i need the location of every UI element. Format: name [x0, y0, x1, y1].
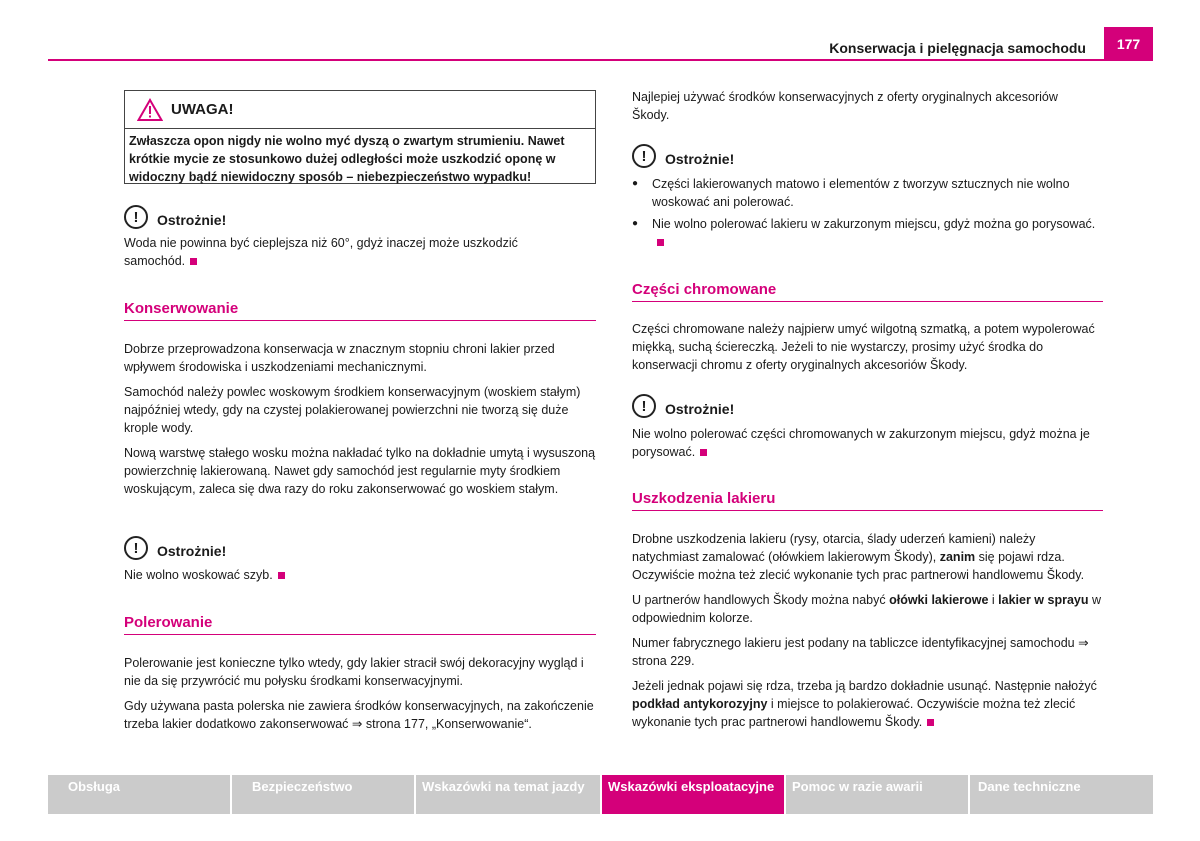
caution-matte-list [632, 175, 1103, 251]
list-item [632, 175, 1103, 211]
page-number: 177 [1104, 27, 1153, 61]
caution-text: Nie wolno polerować części chromowanych w zakurzonym miejscu, gdyż można je porysować. [632, 427, 1090, 459]
caution-icon: ! [124, 205, 148, 229]
paragraph: Polerowanie jest konieczne tylko wtedy, gdy lakier stracił swój dekoracyjny wygląd i nie da się przywrócić mu połysku środkami konserwacyjnymi. [124, 656, 584, 688]
caution-water-text [124, 234, 544, 270]
bold-text: podkład antykorozyjny [632, 697, 768, 711]
text-run: Jeżeli jednak pojawi się rdza, trzeba ją bardzo dokładnie usunąć. Następnie nałożyć [632, 679, 1097, 693]
list-item [632, 215, 1103, 251]
chrom-body [632, 320, 1103, 374]
section-divider [124, 320, 596, 321]
uszkodzenia-body [632, 530, 1103, 731]
text-run: i miejsce to polakierować. Oczywiście można też zlecić wykonanie tych prac partnerowi handlowemu Škody. [632, 697, 1076, 729]
caution-chrom [632, 394, 734, 418]
caution-water [124, 205, 226, 229]
text-run: w odpowiednim kolorze. [632, 593, 1101, 625]
section-title-polerowanie: Polerowanie [124, 614, 213, 631]
paragraph: Części chromowane należy najpierw umyć wilgotną szmatką, a potem wypolerować miękką, suchą ściereczką. Jeżeli to nie wystarczy, prosimy użyć środka do konserwacji chromu z oferty oryginalnych akcesoriów Škody. [632, 322, 1095, 372]
list-item-text: Nie wolno polerować lakieru w zakurzonym miejscu, gdyż można go porysować. [652, 217, 1096, 231]
end-mark-icon [927, 719, 934, 726]
warning-text: Zwłaszcza opon nigdy nie wolno myć dyszą o zwartym strumieniu. Nawet krótkie mycie ze stosunkowo dużej odległości może uszkodzić oponę w widoczny bądź niewidoczny sposób – niebezpieczeństwo wypadku! [129, 134, 565, 184]
footer-tab-label: Wskazówki eksploatacyjne [608, 779, 775, 794]
warning-header [125, 91, 595, 129]
caution-text: Woda nie powinna być cieplejsza niż 60°, gdyż inaczej może uszkodzić samochód. [124, 236, 518, 268]
text-run: się pojawi rdza. Oczywiście można też zlecić wykonanie tych prac partnerowi handlowemu Škody. [632, 550, 1085, 582]
list-item-text: Części lakierowanych matowo i elementów z tworzyw sztucznych nie wolno woskować ani polerować. [652, 177, 1070, 209]
caution-title: Ostrożnie! [157, 212, 227, 228]
paragraph: Nową warstwę stałego wosku można nakładać tylko na dokładnie umytą i wysuszoną powierzchnię lakierowaną. Nawet gdy samochód jest regularnie myty środkiem woskującym, zaleca się dwa razy do roku zakonserwować go woskiem stałym. [124, 446, 596, 496]
text-run: U partnerów handlowych Škody można nabyć [632, 593, 890, 607]
footer-tab-wskazowki-jazdy[interactable] [416, 775, 600, 814]
footer-tab-label: Dane techniczne [978, 779, 1081, 794]
bold-text: ołówki lakierowe [889, 593, 989, 607]
footer-tab-label: Pomoc w razie awarii [792, 779, 923, 794]
end-mark-icon [278, 572, 285, 579]
paragraph: Samochód należy powlec woskowym środkiem konserwacyjnym (woskiem stałym) najpóźniej wtedy, gdy na czystej polakierowanej powierzchni nie tworzą się duże krople wody. [124, 385, 581, 435]
bold-text: lakier w sprayu [998, 593, 1089, 607]
paragraph: Dobrze przeprowadzona konserwacja w znacznym stopniu chroni lakier przed wpływem środowiska i uszkodzeniami mechanicznymi. [124, 342, 555, 374]
caution-glass-text [124, 566, 544, 584]
polerowanie-body [124, 654, 596, 733]
section-divider [632, 301, 1103, 302]
header-divider [48, 59, 1104, 61]
paragraph [632, 677, 1103, 731]
caution-title: Ostrożnie! [665, 151, 735, 167]
caution-chrom-text [632, 425, 1103, 461]
bold-text: zanim [939, 550, 976, 564]
paragraph: Gdy używana pasta polerska nie zawiera środków konserwacyjnych, na zakończenie trzeba lakier dodatkowo zakonserwować ⇒ strona 177, „Konserwowanie“. [124, 699, 594, 731]
section-divider [124, 634, 596, 635]
paragraph [632, 530, 1103, 584]
footer-tab-obsluga[interactable] [48, 775, 230, 814]
footer-tab-wskazowki-eksploatacyjne[interactable] [602, 775, 784, 814]
footer-tab-bezpieczenstwo[interactable] [232, 775, 414, 814]
caution-matte [632, 144, 734, 168]
footer-tab-pomoc[interactable] [786, 775, 968, 814]
header-title: Konserwacja i pielęgnacja samochodu [829, 40, 1086, 56]
warning-title: UWAGA! [171, 101, 234, 118]
footer-tab-label: Wskazówki na temat jazdy [422, 779, 585, 794]
caution-icon: ! [632, 144, 656, 168]
caution-title: Ostrożnie! [665, 401, 735, 417]
paragraph: Najlepiej używać środków konserwacyjnych z oferty oryginalnych akcesoriów Škody. [632, 90, 1058, 122]
section-title-konserwowanie: Konserwowanie [124, 300, 239, 317]
caution-icon: ! [632, 394, 656, 418]
paragraph [632, 591, 1103, 627]
end-mark-icon [700, 449, 707, 456]
footer-tab-label: Bezpieczeństwo [252, 779, 353, 794]
warning-triangle-icon [137, 98, 163, 122]
section-title-chrom: Części chromowane [632, 281, 777, 298]
end-mark-icon [190, 258, 197, 265]
caution-text: Nie wolno woskować szyb. [124, 568, 273, 582]
footer-tab-dane-techniczne[interactable] [970, 775, 1153, 814]
section-divider [632, 510, 1103, 511]
caution-icon: ! [124, 536, 148, 560]
caution-title: Ostrożnie! [157, 543, 227, 559]
text-run: Drobne uszkodzenia lakieru (rysy, otarcia, ślady uderzeń kamieni) należy natychmiast zamalować (ołówkiem lakierowym Škody), [632, 532, 1036, 564]
paragraph: Numer fabrycznego lakieru jest podany na tabliczce identyfikacyjnej samochodu ⇒ strona 229. [632, 636, 1089, 668]
end-mark-icon [657, 239, 664, 246]
section-title-uszkodzenia: Uszkodzenia lakieru [632, 490, 776, 507]
konserwowanie-body [124, 340, 596, 498]
caution-glass [124, 536, 226, 560]
intro-text [632, 88, 1062, 124]
footer-tab-label: Obsługa [68, 779, 121, 794]
warning-box [124, 90, 596, 184]
text-run: i [988, 593, 999, 607]
